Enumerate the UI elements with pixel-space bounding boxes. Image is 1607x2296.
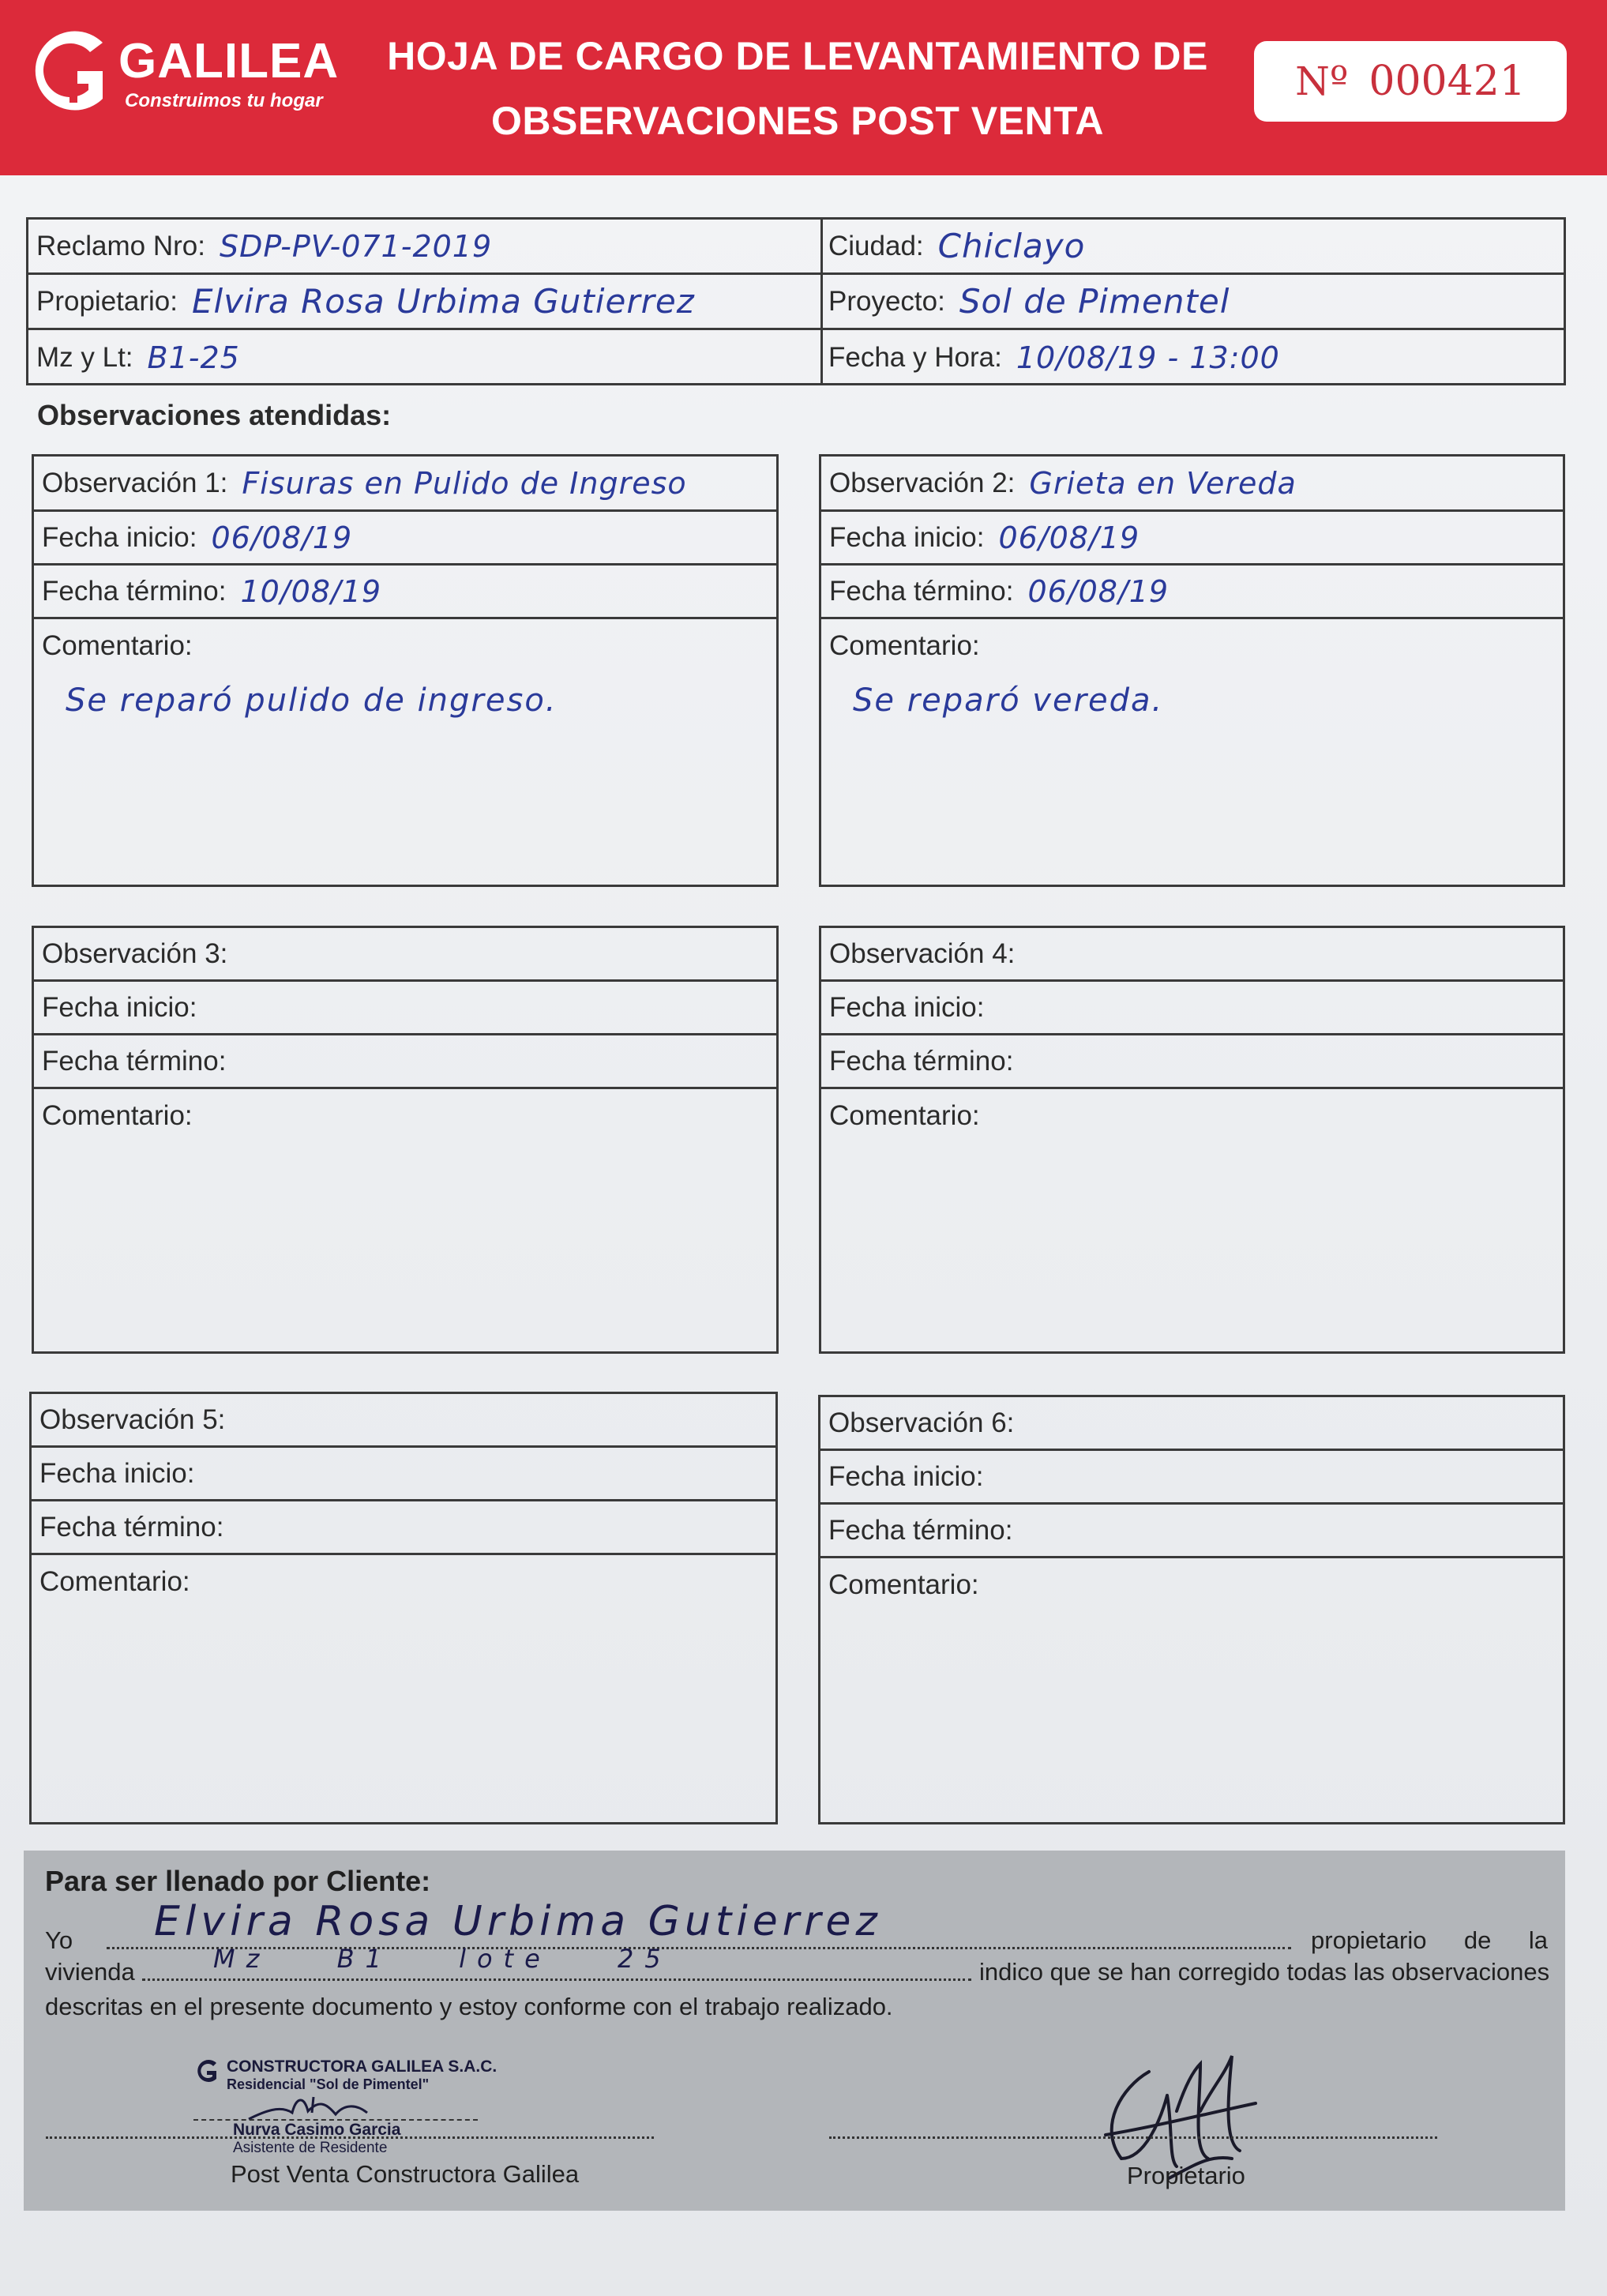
obs-2-value: Grieta en Vereda xyxy=(1029,465,1297,501)
staff-signature-line xyxy=(46,2136,654,2139)
galilea-g-icon xyxy=(24,25,115,116)
ciudad-label: Ciudad: xyxy=(828,230,924,261)
stamp-role: Asistente de Residente xyxy=(233,2140,388,2156)
stamp-name: Nurva Casimo Garcia xyxy=(233,2121,401,2139)
staff-signature-label: Post Venta Constructora Galilea xyxy=(231,2160,580,2188)
brand-tagline: Construimos tu hogar xyxy=(125,90,323,111)
observation-box-1 xyxy=(32,454,779,887)
info-row-3 xyxy=(28,330,1564,385)
obs-2-comentario: Se reparó vereda. xyxy=(853,682,1164,719)
obs-4-comentario-label: Comentario: xyxy=(829,1100,980,1131)
obs-4-comment-area xyxy=(821,1089,1563,1351)
owner-signature-label: Propietario xyxy=(1127,2162,1245,2189)
obs-1-comentario-label: Comentario: xyxy=(42,630,193,661)
obs-1-inicio-row xyxy=(34,512,776,566)
obs-4-termino-row xyxy=(821,1035,1563,1089)
obs-3-comment-area xyxy=(34,1089,776,1351)
title-line-2: OBSERVACIONES POST VENTA xyxy=(490,99,1104,143)
observation-box-4 xyxy=(819,926,1565,1354)
mzlt-value: B1-25 xyxy=(147,340,240,375)
document-title xyxy=(371,24,1224,153)
obs-2-termino-label: Fecha término: xyxy=(829,575,1014,607)
header-bar xyxy=(0,0,1607,175)
observation-box-6 xyxy=(818,1395,1565,1824)
obs-4-title-row xyxy=(821,928,1563,982)
company-stamp xyxy=(193,2057,525,2156)
yo-label: Yo xyxy=(45,1926,73,1954)
observations-title: Observaciones atendidas: xyxy=(37,399,392,431)
obs-3-termino-label: Fecha término: xyxy=(42,1045,227,1077)
obs-2-comment-area xyxy=(821,619,1563,885)
obs-6-title-row xyxy=(820,1397,1563,1451)
indico-text: indico que se han corregido todas las observaciones xyxy=(979,1958,1550,1986)
obs-2-termino-row xyxy=(821,566,1563,619)
observation-box-5 xyxy=(29,1392,778,1824)
obs-1-title-row xyxy=(34,457,776,512)
obs-3-inicio-row xyxy=(34,982,776,1035)
obs-6-inicio-row xyxy=(820,1451,1563,1505)
obs-1-inicio-value: 06/08/19 xyxy=(211,520,353,555)
obs-6-inicio-label: Fecha inicio: xyxy=(828,1460,984,1492)
obs-2-inicio-label: Fecha inicio: xyxy=(829,521,985,553)
obs-3-inicio-label: Fecha inicio: xyxy=(42,991,197,1023)
obs-5-termino-row xyxy=(32,1501,775,1555)
proyecto-label: Proyecto: xyxy=(828,285,945,317)
obs-1-termino-row xyxy=(34,566,776,619)
obs-3-title-row xyxy=(34,928,776,982)
brand-name: GALILEA xyxy=(118,34,340,88)
obs-1-inicio-label: Fecha inicio: xyxy=(42,521,197,553)
observation-box-2 xyxy=(819,454,1565,887)
propietario-de-la-text: propietario de la xyxy=(1311,1926,1548,1954)
obs-1-comment-area xyxy=(34,619,776,885)
client-section-title: Para ser llenado por Cliente: xyxy=(45,1865,431,1897)
number-prefix: Nº xyxy=(1295,58,1349,104)
obs-6-termino-row xyxy=(820,1505,1563,1558)
obs-2-termino-value: 06/08/19 xyxy=(1027,573,1170,609)
galilea-stamp-icon xyxy=(193,2057,220,2084)
mzlt-label: Mz y Lt: xyxy=(36,342,133,373)
client-section xyxy=(24,1851,1565,2211)
propietario-value: Elvira Rosa Urbima Gutierrez xyxy=(191,282,695,321)
vivienda-dotted-line xyxy=(142,1978,971,1981)
conforme-text: descritas en el presente documento y estoy conforme con el trabajo realizado. xyxy=(45,1993,893,2020)
claim-info-table xyxy=(26,217,1566,385)
obs-1-termino-label: Fecha término: xyxy=(42,575,227,607)
yo-value: Elvira Rosa Urbima Gutierrez xyxy=(154,1898,882,1945)
propietario-label: Propietario: xyxy=(36,285,178,317)
info-row-1 xyxy=(28,220,1564,275)
obs-6-termino-label: Fecha término: xyxy=(828,1514,1013,1546)
obs-3-termino-row xyxy=(34,1035,776,1089)
ciudad-value: Chiclayo xyxy=(937,227,1086,265)
obs-2-inicio-value: 06/08/19 xyxy=(998,520,1140,555)
obs-5-inicio-label: Fecha inicio: xyxy=(39,1457,195,1489)
stamp-residencial: Residencial "Sol de Pimentel" xyxy=(227,2076,430,2092)
proyecto-value: Sol de Pimentel xyxy=(959,282,1230,321)
title-line-1: HOJA DE CARGO DE LEVANTAMIENTO DE xyxy=(387,34,1208,78)
observation-box-3 xyxy=(32,926,779,1354)
reclamo-value: SDP-PV-071-2019 xyxy=(219,228,493,264)
obs-1-termino-value: 10/08/19 xyxy=(240,573,382,609)
vivienda-label: vivienda xyxy=(45,1958,135,1986)
obs-2-title-row xyxy=(821,457,1563,512)
document-number: 000421 xyxy=(1369,58,1526,105)
document-number-box xyxy=(1254,41,1567,122)
obs-4-label: Observación 4: xyxy=(829,938,1016,969)
vivienda-value: Mz B1 lote 25 xyxy=(213,1944,672,1974)
obs-2-comentario-label: Comentario: xyxy=(829,630,980,661)
reclamo-label: Reclamo Nro: xyxy=(36,230,205,261)
obs-2-inicio-row xyxy=(821,512,1563,566)
obs-1-comentario: Se reparó pulido de ingreso. xyxy=(66,682,558,719)
obs-2-label: Observación 2: xyxy=(829,467,1016,498)
obs-5-inicio-row xyxy=(32,1448,775,1501)
fecha-hora-value: 10/08/19 - 13:00 xyxy=(1016,340,1280,375)
obs-6-comentario-label: Comentario: xyxy=(828,1569,979,1600)
obs-3-label: Observación 3: xyxy=(42,938,228,969)
obs-5-comment-area xyxy=(32,1555,775,1822)
obs-5-label: Observación 5: xyxy=(39,1404,226,1435)
obs-6-label: Observación 6: xyxy=(828,1407,1015,1438)
obs-1-value: Fisuras en Pulido de Ingreso xyxy=(242,465,687,501)
obs-4-termino-label: Fecha término: xyxy=(829,1045,1014,1077)
obs-5-title-row xyxy=(32,1394,775,1448)
obs-5-termino-label: Fecha término: xyxy=(39,1511,224,1543)
obs-4-inicio-row xyxy=(821,982,1563,1035)
obs-1-label: Observación 1: xyxy=(42,467,228,498)
obs-4-inicio-label: Fecha inicio: xyxy=(829,991,985,1023)
galilea-logo xyxy=(24,25,340,120)
obs-3-comentario-label: Comentario: xyxy=(42,1100,193,1131)
obs-6-comment-area xyxy=(820,1558,1563,1822)
info-row-2 xyxy=(28,275,1564,330)
owner-signature-line xyxy=(829,2136,1437,2139)
stamp-company: CONSTRUCTORA GALILEA S.A.C. xyxy=(227,2057,497,2076)
obs-5-comentario-label: Comentario: xyxy=(39,1566,190,1597)
fecha-hora-label: Fecha y Hora: xyxy=(828,342,1002,373)
